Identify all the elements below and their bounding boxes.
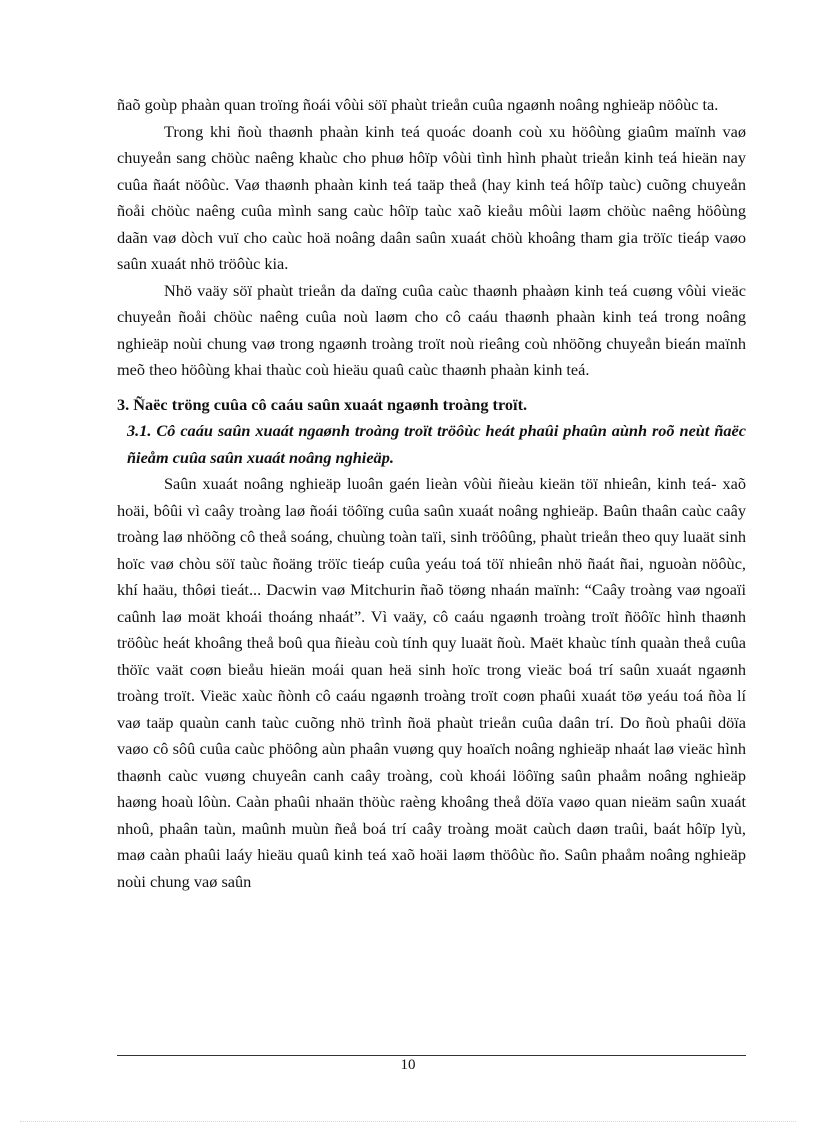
subsection-heading: 3.1. Cô caáu saûn xuaát ngaønh troàng troït tröôùc heát phaûi phaûn aùnh roõ neùt ñaëc ñieåm cuûa saûn xuaát noâng nghieäp. — [127, 421, 746, 467]
paragraph-continuation: ñaõ goùp phaàn quan troïng ñoái vôùi söï phaùt trieån cuûa ngaønh noâng nghieäp nöôùc ta. — [117, 95, 719, 114]
paragraph-economic-sectors: Trong khi ñoù thaønh phaàn kinh teá quoác doanh coù xu höôùng giaûm maïnh vaø chuyeån sang chöùc naêng khaùc cho phuø hôïp vôùi tình hình phaùt trieån kinh teá hieän nay cuûa ñaát nöôùc. Vaø thaønh phaàn kinh teá taäp theå (hay kinh teá hôïp taùc) cuõng chuyeån ñoåi chöùc naêng cuûa mình sang caùc hôïp taùc xaõ kieåu môùi laøm chöùc naêng höôùng daãn vaø dòch vuï cho caùc hoä noâng daân saûn xuaát chöù khoâng tham gia tröïc tieáp vaøo saûn xuaát nhö tröôùc kia. — [117, 121, 746, 273]
page-number: 10 — [400, 1057, 416, 1073]
paragraph-diverse-development: Nhö vaäy söï phaùt trieån da daïng cuûa caùc thaønh phaàøn kinh teá cuøng vôùi vieäc chuyeån ñoåi chöùc naêng cuûa noù laøm cho cô caáu thaønh phaàn kinh teá trong noâng nghieäp noùi chung vaø trong ngaønh troàng troït noù rieâng coù nhöõng chuyeån bieán maïnh meõ theo höôùng khai thaùc coù hieäu quaû caùc thaønh phaàn kinh teá. — [117, 280, 746, 379]
page-content — [117, 92, 746, 895]
paragraph-agricultural-production: Saûn xuaát noâng nghieäp luoân gaén lieàn vôùi ñieàu kieän töï nhieân, kinh teá- xaõ hoäi, bôûi vì caây troàng laø ñoái töôïng cuûa saûn xuaát noâng nghieäp. Baûn thaân caùc caây troàng laø nhöõng cô theå soáng, chuùng toàn taïi, sinh tröôûng, phaùt trieån theo quy luaät sinh hoïc vaø chòu söï taùc ñoäng tröïc tieáp cuûa yeáu toá töï nhieân nhö ñaát ñai, nguoàn nöôùc, khí haäu, thôøi tieát... Dacwin vaø Mitchurin ñaõ töøng nhaán maïnh: “Caây troàng vaø ngoaïi caûnh laø moät khoái thoáng nhaát”. Vì vaäy, cô caáu ngaønh troàng troït ñöôïc hình thaønh tröôùc heát khoâng theå boû qua ñieàu coù tính quy luaät ñoù. Maët khaùc tính quaàn theå cuûa thöïc vaät coøn bieåu hieän moái quan heä sinh hoïc trong vieäc boá trí saûn xuaát ngaønh troàng troït. Vieäc xaùc ñònh cô caáu ngaønh troàng troït coøn phaûi xuaát töø yeáu toá ñòa lí vaø taäp quaùn canh taùc cuõng nhö trình ñoä phaùt trieån cuûa daân trí. Do ñoù phaûi döïa vaøo cô sôû cuûa caùc phöông aùn phaân vuøng quy hoaïch noâng nghieäp nhaát laø vieäc hình thaønh caùc vuøng chuyeân canh caây troàng, coù khoái löôïng saûn phaåm noâng nghieäp haøng hoaù lôùn. Caàn phaûi nhaän thöùc raèng khoâng theå döïa vaøo quan nieäm saûn xuaát nhoû, phaân taùn, maûnh muùn ñeå boá trí caây troàng moät caùch daøn traûi, baát hôïp lyù, maø caàn phaûi laáy hieäu quaû kinh teá xaõ hoäi laøm thöôùc ño. Saûn phaåm noâng nghieäp noùi chung vaø saûn — [117, 474, 746, 891]
section-heading: 3. Ñaëc tröng cuûa cô caáu saûn xuaát ngaønh troàng troït. — [117, 394, 528, 414]
page-bottom-border — [20, 1121, 796, 1122]
